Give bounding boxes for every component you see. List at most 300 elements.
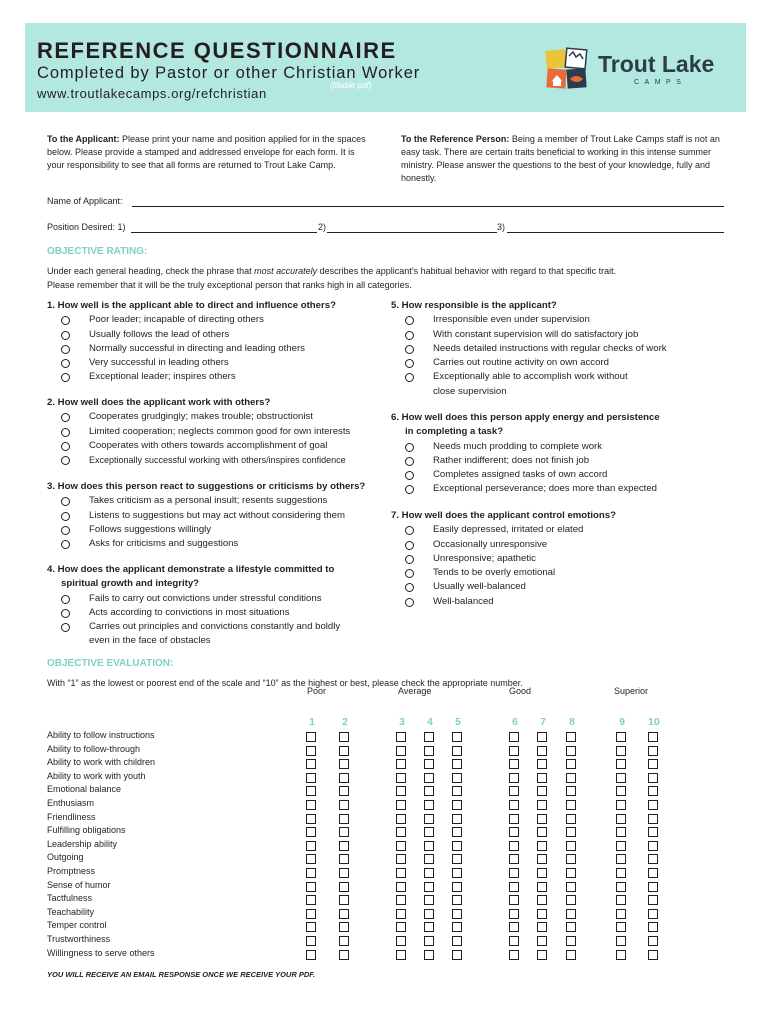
rating-checkbox[interactable] xyxy=(648,800,658,810)
rating-checkbox[interactable] xyxy=(648,882,658,892)
radio-circle-icon[interactable] xyxy=(405,485,414,494)
rating-checkbox[interactable] xyxy=(648,773,658,783)
rating-checkbox[interactable] xyxy=(566,759,576,769)
rating-checkbox[interactable] xyxy=(616,773,626,783)
trait-label: Willingness to serve others xyxy=(47,947,155,958)
rating-checkbox[interactable] xyxy=(339,909,349,919)
radio-circle-icon[interactable] xyxy=(61,373,70,382)
position-3-field[interactable] xyxy=(507,232,724,233)
radio-circle-icon[interactable] xyxy=(61,595,70,604)
radio-circle-icon[interactable] xyxy=(405,316,414,325)
rating-checkbox[interactable] xyxy=(537,732,547,742)
rating-checkbox[interactable] xyxy=(424,814,434,824)
rating-checkbox[interactable] xyxy=(452,882,462,892)
scale-number-1: 1 xyxy=(309,716,315,728)
rating-checkbox[interactable] xyxy=(396,827,406,837)
rating-checkbox[interactable] xyxy=(509,882,519,892)
rating-checkbox[interactable] xyxy=(509,732,519,742)
rating-checkbox[interactable] xyxy=(537,909,547,919)
rating-checkbox[interactable] xyxy=(509,868,519,878)
scale-number-3: 3 xyxy=(399,716,405,728)
rating-checkbox[interactable] xyxy=(566,909,576,919)
option-radio[interactable] xyxy=(391,356,667,370)
trait-label: Fulfilling obligations xyxy=(47,825,126,836)
radio-circle-icon[interactable] xyxy=(405,555,414,564)
rating-checkbox[interactable] xyxy=(452,814,462,824)
rating-checkbox[interactable] xyxy=(566,895,576,905)
rating-checkbox[interactable] xyxy=(566,746,576,756)
rating-checkbox[interactable] xyxy=(648,936,658,946)
option-label: Needs detailed instructions with regular checks of work xyxy=(433,342,667,354)
radio-circle-icon[interactable] xyxy=(61,442,70,451)
rating-checkbox[interactable] xyxy=(339,773,349,783)
rating-checkbox[interactable] xyxy=(537,773,547,783)
option-label: Needs much prodding to complete work xyxy=(433,440,603,452)
rating-checkbox[interactable] xyxy=(306,759,316,769)
rating-checkbox[interactable] xyxy=(648,827,658,837)
rating-checkbox[interactable] xyxy=(537,814,547,824)
rating-checkbox[interactable] xyxy=(616,746,626,756)
rating-checkbox[interactable] xyxy=(306,936,316,946)
rating-checkbox[interactable] xyxy=(306,800,316,810)
radio-circle-icon[interactable] xyxy=(405,457,414,466)
trait-label: Ability to follow instructions xyxy=(47,730,155,740)
radio-circle-icon[interactable] xyxy=(405,583,414,592)
rating-checkbox[interactable] xyxy=(452,746,462,756)
option-radio[interactable] xyxy=(47,370,336,384)
rating-checkbox[interactable] xyxy=(424,746,434,756)
rating-checkbox[interactable] xyxy=(616,800,626,810)
rating-checkbox[interactable] xyxy=(509,895,519,905)
trait-label: Sense of humor xyxy=(47,879,111,890)
rating-checkbox[interactable] xyxy=(648,922,658,932)
reference-label: To the Reference Person: xyxy=(401,134,510,144)
reference-instructions xyxy=(401,133,721,185)
rating-checkbox[interactable] xyxy=(537,827,547,837)
rating-checkbox[interactable] xyxy=(509,746,519,756)
rating-checkbox[interactable] xyxy=(452,895,462,905)
scale-number-2: 2 xyxy=(342,716,348,728)
rating-checkbox[interactable] xyxy=(452,854,462,864)
position-label: Position Desired: 1) xyxy=(47,222,126,232)
rating-checkbox[interactable] xyxy=(509,800,519,810)
rating-checkbox[interactable] xyxy=(424,909,434,919)
rating-checkbox[interactable] xyxy=(339,922,349,932)
rating-checkbox[interactable] xyxy=(452,786,462,796)
rating-checkbox[interactable] xyxy=(306,922,316,932)
rating-checkbox[interactable] xyxy=(537,759,547,769)
rating-checkbox[interactable] xyxy=(509,814,519,824)
rating-checkbox[interactable] xyxy=(509,936,519,946)
rating-checkbox[interactable] xyxy=(424,786,434,796)
option-label: Rather indifferent; does not finish job xyxy=(433,454,590,466)
option-radio[interactable] xyxy=(47,425,350,439)
radio-circle-icon[interactable] xyxy=(61,609,70,618)
option-label: Poor leader; incapable of directing others xyxy=(89,314,264,326)
rating-checkbox[interactable] xyxy=(452,773,462,783)
question-1 xyxy=(47,299,336,385)
rating-checkbox[interactable] xyxy=(537,882,547,892)
rating-checkbox[interactable] xyxy=(452,922,462,932)
rating-checkbox[interactable] xyxy=(306,950,316,960)
question-title: 5. How responsible is the applicant? xyxy=(391,300,557,311)
rating-checkbox[interactable] xyxy=(648,909,658,919)
option-label: Acts according to convictions in most situations xyxy=(89,606,290,618)
rating-checkbox[interactable] xyxy=(452,827,462,837)
rating-checkbox[interactable] xyxy=(616,827,626,837)
radio-circle-icon[interactable] xyxy=(61,428,70,437)
option-radio[interactable] xyxy=(391,468,660,482)
option-radio[interactable] xyxy=(391,313,667,327)
trait-label: Enthusiasm xyxy=(47,798,95,808)
option-radio[interactable] xyxy=(391,566,616,580)
trout-lake-logo-icon xyxy=(544,46,590,92)
question-3 xyxy=(47,480,365,551)
rating-checkbox[interactable] xyxy=(339,936,349,946)
brand-subtitle: CAMPS xyxy=(634,79,687,86)
rating-checkbox[interactable] xyxy=(537,895,547,905)
position-2-label: 2) xyxy=(318,222,327,232)
rating-checkbox[interactable] xyxy=(396,922,406,932)
rating-checkbox[interactable] xyxy=(509,773,519,783)
rating-checkbox[interactable] xyxy=(339,841,349,851)
rating-checkbox[interactable] xyxy=(396,786,406,796)
rating-checkbox[interactable] xyxy=(509,786,519,796)
option-radio[interactable] xyxy=(391,538,616,552)
rating-checkbox[interactable] xyxy=(566,827,576,837)
radio-circle-icon[interactable] xyxy=(405,526,414,535)
option-radio[interactable] xyxy=(391,454,660,468)
rating-checkbox[interactable] xyxy=(424,773,434,783)
option-label: Follows suggestions willingly xyxy=(89,523,212,535)
rating-checkbox[interactable] xyxy=(616,922,626,932)
option-radio[interactable] xyxy=(47,328,336,342)
rating-checkbox[interactable] xyxy=(339,746,349,756)
trait-label: Outgoing xyxy=(47,852,84,863)
rating-checkbox[interactable] xyxy=(616,841,626,851)
rating-checkbox[interactable] xyxy=(648,868,658,878)
scale-label-poor: Poor xyxy=(307,686,327,696)
option-radio[interactable] xyxy=(391,595,616,609)
rating-checkbox[interactable] xyxy=(616,936,626,946)
rating-instruction-2: Please remember that it will be the truly exceptional person that ranks high in all categories. xyxy=(47,280,412,290)
rating-checkbox[interactable] xyxy=(396,800,406,810)
option-radio[interactable] xyxy=(47,494,365,508)
rating-checkbox[interactable] xyxy=(566,786,576,796)
rating-checkbox[interactable] xyxy=(452,841,462,851)
scale-number-6: 6 xyxy=(512,716,518,728)
radio-circle-icon[interactable] xyxy=(405,345,414,354)
rating-checkbox[interactable] xyxy=(509,909,519,919)
option-radio[interactable] xyxy=(391,523,616,537)
rating-checkbox[interactable] xyxy=(424,882,434,892)
rating-checkbox[interactable] xyxy=(616,786,626,796)
radio-circle-icon[interactable] xyxy=(61,345,70,354)
rating-checkbox[interactable] xyxy=(648,732,658,742)
rating-checkbox[interactable] xyxy=(566,732,576,742)
radio-circle-icon[interactable] xyxy=(405,443,414,452)
rating-checkbox[interactable] xyxy=(424,841,434,851)
rating-checkbox[interactable] xyxy=(396,759,406,769)
question-title: 6. How well does this person apply energy and persistence xyxy=(391,412,660,423)
rating-checkbox[interactable] xyxy=(306,868,316,878)
rating-checkbox[interactable] xyxy=(424,759,434,769)
rating-checkbox[interactable] xyxy=(648,759,658,769)
rating-checkbox[interactable] xyxy=(537,936,547,946)
rating-checkbox[interactable] xyxy=(396,895,406,905)
rating-checkbox[interactable] xyxy=(339,882,349,892)
trait-label: Promptness xyxy=(47,866,96,876)
applicant-label: To the Applicant: xyxy=(47,134,120,144)
rating-checkbox[interactable] xyxy=(306,773,316,783)
rating-checkbox[interactable] xyxy=(306,854,316,864)
rating-checkbox[interactable] xyxy=(452,909,462,919)
option-radio[interactable] xyxy=(47,620,340,634)
rating-checkbox[interactable] xyxy=(537,950,547,960)
radio-circle-icon[interactable] xyxy=(405,373,414,382)
trait-label: Ability to work with youth xyxy=(47,770,146,781)
radio-circle-icon[interactable] xyxy=(61,331,70,340)
rating-checkbox[interactable] xyxy=(339,950,349,960)
option-label: Tends to be overly emotional xyxy=(433,567,556,579)
option-label: Exceptionally able to accomplish work without xyxy=(433,371,628,383)
radio-circle-icon[interactable] xyxy=(405,359,414,368)
rating-checkbox[interactable] xyxy=(566,773,576,783)
rating-checkbox[interactable] xyxy=(648,895,658,905)
rating-checkbox[interactable] xyxy=(396,841,406,851)
rating-checkbox[interactable] xyxy=(566,841,576,851)
rating-checkbox[interactable] xyxy=(537,786,547,796)
rating-checkbox[interactable] xyxy=(566,800,576,810)
radio-circle-icon[interactable] xyxy=(405,541,414,550)
rating-checkbox[interactable] xyxy=(452,950,462,960)
radio-circle-icon[interactable] xyxy=(61,526,70,535)
option-label: Carries out principles and convictions constantly and boldly xyxy=(89,621,341,633)
rating-checkbox[interactable] xyxy=(424,950,434,960)
rating-checkbox[interactable] xyxy=(616,732,626,742)
rating-checkbox[interactable] xyxy=(339,759,349,769)
option-radio[interactable] xyxy=(47,313,336,327)
option-label: Usually follows the lead of others xyxy=(89,328,230,340)
rating-checkbox[interactable] xyxy=(616,814,626,824)
scale-label-good: Good xyxy=(509,686,532,696)
option-radio[interactable] xyxy=(391,580,616,594)
rating-checkbox[interactable] xyxy=(452,868,462,878)
rating-checkbox[interactable] xyxy=(396,936,406,946)
rating-checkbox[interactable] xyxy=(566,936,576,946)
rating-checkbox[interactable] xyxy=(424,827,434,837)
option-radio[interactable] xyxy=(391,328,667,342)
rating-checkbox[interactable] xyxy=(509,827,519,837)
applicant-instructions xyxy=(47,133,372,172)
rating-checkbox[interactable] xyxy=(566,922,576,932)
rating-checkbox[interactable] xyxy=(424,922,434,932)
rating-checkbox[interactable] xyxy=(537,854,547,864)
rating-checkbox[interactable] xyxy=(339,868,349,878)
rating-checkbox[interactable] xyxy=(648,950,658,960)
rating-checkbox[interactable] xyxy=(306,786,316,796)
rating-checkbox[interactable] xyxy=(452,759,462,769)
rating-checkbox[interactable] xyxy=(424,868,434,878)
instr-part: Under each general heading, check the phrase that xyxy=(47,266,255,276)
question-title: 4. How does the applicant demonstrate a lifestyle committed to xyxy=(47,564,335,575)
reference-text: Being a member of Trout Lake Camps staff is not an easy task. There are certain traits beneficial to working in this intense summer ministry. Please answer the questions to the best of your knowledge, fully and honestly. xyxy=(401,134,720,183)
rating-checkbox[interactable] xyxy=(566,854,576,864)
evaluation-instruction: With “1” as the lowest or poorest end of the scale and “10” as the highest or best, please check the appropriate number. xyxy=(47,678,523,688)
rating-checkbox[interactable] xyxy=(509,950,519,960)
rating-checkbox[interactable] xyxy=(566,814,576,824)
option-radio[interactable] xyxy=(47,523,365,537)
rating-checkbox[interactable] xyxy=(306,895,316,905)
option-label: Listens to suggestions but may act without considering them xyxy=(89,509,345,521)
rating-checkbox[interactable] xyxy=(339,814,349,824)
scale-number-9: 9 xyxy=(619,716,625,728)
rating-checkbox[interactable] xyxy=(339,800,349,810)
option-radio[interactable] xyxy=(391,552,616,566)
rating-checkbox[interactable] xyxy=(537,841,547,851)
option-label: Cooperates with others towards accomplishment of goal xyxy=(89,439,328,451)
rating-checkbox[interactable] xyxy=(396,909,406,919)
option-radio[interactable] xyxy=(391,342,667,356)
rating-checkbox[interactable] xyxy=(339,786,349,796)
option-label-cont: even in the face of obstacles xyxy=(89,635,211,647)
rating-checkbox[interactable] xyxy=(424,936,434,946)
rating-checkbox[interactable] xyxy=(616,868,626,878)
rating-checkbox[interactable] xyxy=(424,854,434,864)
option-radio[interactable] xyxy=(391,440,660,454)
rating-checkbox[interactable] xyxy=(306,882,316,892)
rating-checkbox[interactable] xyxy=(424,800,434,810)
fillable-note: (fillable pdf) xyxy=(330,81,372,90)
rating-checkbox[interactable] xyxy=(616,950,626,960)
position-2-field[interactable] xyxy=(327,232,497,233)
option-radio[interactable] xyxy=(47,342,336,356)
option-radio[interactable] xyxy=(47,606,340,620)
radio-circle-icon[interactable] xyxy=(61,623,70,632)
rating-checkbox[interactable] xyxy=(648,854,658,864)
rating-checkbox[interactable] xyxy=(396,854,406,864)
rating-checkbox[interactable] xyxy=(616,895,626,905)
rating-checkbox[interactable] xyxy=(566,950,576,960)
rating-checkbox[interactable] xyxy=(396,950,406,960)
rating-checkbox[interactable] xyxy=(339,732,349,742)
option-label: Easily depressed, irritated or elated xyxy=(433,524,584,536)
question-title: 7. How well does the applicant control emotions? xyxy=(391,510,616,521)
rating-checkbox[interactable] xyxy=(648,841,658,851)
name-field[interactable] xyxy=(132,206,724,207)
rating-checkbox[interactable] xyxy=(339,827,349,837)
rating-checkbox[interactable] xyxy=(306,841,316,851)
radio-circle-icon[interactable] xyxy=(405,598,414,607)
radio-circle-icon[interactable] xyxy=(61,413,70,422)
rating-checkbox[interactable] xyxy=(396,746,406,756)
rating-checkbox[interactable] xyxy=(306,746,316,756)
radio-circle-icon[interactable] xyxy=(61,359,70,368)
radio-circle-icon[interactable] xyxy=(405,569,414,578)
option-label: Takes criticism as a personal insult; resents suggestions xyxy=(89,495,328,507)
rating-checkbox[interactable] xyxy=(396,868,406,878)
option-label: Exceptional leader; inspires others xyxy=(89,371,236,383)
rating-checkbox[interactable] xyxy=(396,773,406,783)
form-url[interactable]: www.troutlakecamps.org/refchristian xyxy=(37,86,267,101)
radio-circle-icon[interactable] xyxy=(405,331,414,340)
scale-label-average: Average xyxy=(398,686,432,696)
rating-checkbox[interactable] xyxy=(306,732,316,742)
rating-checkbox[interactable] xyxy=(306,909,316,919)
rating-checkbox[interactable] xyxy=(339,854,349,864)
rating-checkbox[interactable] xyxy=(339,895,349,905)
rating-checkbox[interactable] xyxy=(424,895,434,905)
option-radio[interactable] xyxy=(391,482,660,496)
rating-checkbox[interactable] xyxy=(537,746,547,756)
rating-checkbox[interactable] xyxy=(616,759,626,769)
objective-rating-heading: OBJECTIVE RATING: xyxy=(47,246,148,257)
rating-checkbox[interactable] xyxy=(616,882,626,892)
scale-label-superior: Superior xyxy=(614,686,649,696)
rating-checkbox[interactable] xyxy=(648,814,658,824)
rating-checkbox[interactable] xyxy=(566,868,576,878)
rating-checkbox[interactable] xyxy=(566,882,576,892)
radio-circle-icon[interactable] xyxy=(61,316,70,325)
scale-number-8: 8 xyxy=(569,716,575,728)
option-label: Carries out routine activity on own accord xyxy=(433,357,609,369)
rating-checkbox[interactable] xyxy=(509,854,519,864)
rating-checkbox[interactable] xyxy=(452,936,462,946)
question-title: 1. How well is the applicant able to direct and influence others? xyxy=(47,300,336,311)
page-title: REFERENCE QUESTIONNAIRE xyxy=(37,38,397,63)
option-radio[interactable] xyxy=(391,370,667,384)
option-radio[interactable] xyxy=(47,592,340,606)
rating-checkbox[interactable] xyxy=(452,732,462,742)
radio-circle-icon[interactable] xyxy=(61,497,70,506)
rating-checkbox[interactable] xyxy=(396,814,406,824)
rating-checkbox[interactable] xyxy=(509,841,519,851)
rating-checkbox[interactable] xyxy=(306,827,316,837)
rating-checkbox[interactable] xyxy=(306,814,316,824)
option-radio[interactable] xyxy=(47,509,365,523)
radio-circle-icon[interactable] xyxy=(61,540,70,549)
rating-checkbox[interactable] xyxy=(509,922,519,932)
rating-checkbox[interactable] xyxy=(396,732,406,742)
rating-checkbox[interactable] xyxy=(509,759,519,769)
position-1-field[interactable] xyxy=(131,232,317,233)
rating-checkbox[interactable] xyxy=(537,922,547,932)
question-5 xyxy=(391,299,667,399)
rating-checkbox[interactable] xyxy=(616,909,626,919)
option-radio[interactable] xyxy=(47,410,350,424)
radio-circle-icon[interactable] xyxy=(61,512,70,521)
option-radio[interactable] xyxy=(47,439,350,453)
trait-label: Temper control xyxy=(47,920,107,931)
option-label: Cooperates grudgingly; makes trouble; obstructionist xyxy=(89,411,313,423)
option-label: Unresponsive; apathetic xyxy=(433,552,536,564)
radio-circle-icon[interactable] xyxy=(61,456,70,465)
position-3-label: 3) xyxy=(497,222,506,232)
radio-circle-icon[interactable] xyxy=(405,471,414,480)
rating-checkbox[interactable] xyxy=(648,746,658,756)
instr-part: describes the applicant’s habitual behavior with regard to that specific trait. xyxy=(317,266,617,276)
rating-checkbox[interactable] xyxy=(537,868,547,878)
option-radio[interactable] xyxy=(47,537,365,551)
rating-checkbox[interactable] xyxy=(648,786,658,796)
option-radio[interactable] xyxy=(47,356,336,370)
rating-checkbox[interactable] xyxy=(452,800,462,810)
rating-checkbox[interactable] xyxy=(616,854,626,864)
rating-checkbox[interactable] xyxy=(396,882,406,892)
rating-checkbox[interactable] xyxy=(537,800,547,810)
option-radio[interactable] xyxy=(47,453,350,468)
rating-checkbox[interactable] xyxy=(424,732,434,742)
